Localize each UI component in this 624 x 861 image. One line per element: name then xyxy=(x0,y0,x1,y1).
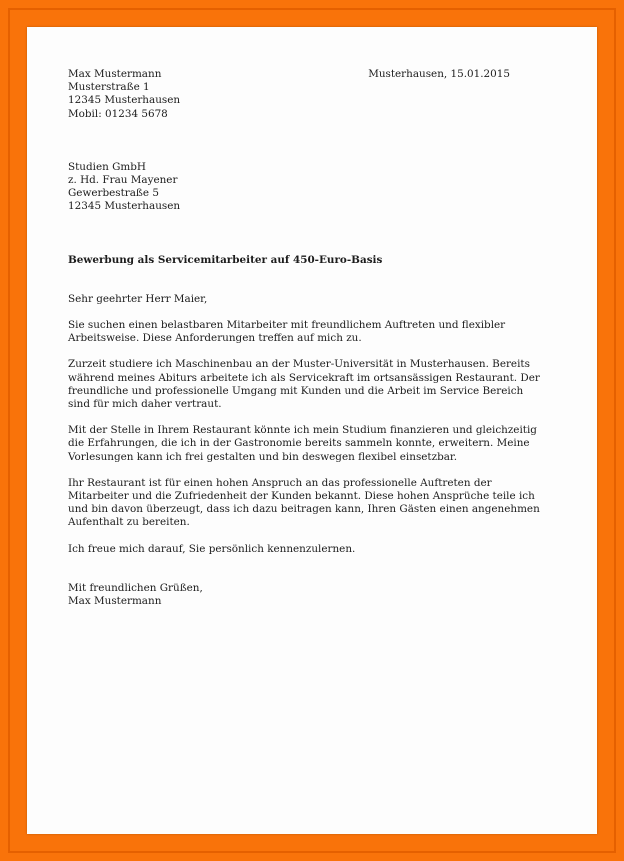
signature-name: Max Mustermann xyxy=(68,595,162,608)
closing-phrase: Mit freundlichen Grüßen, xyxy=(68,581,203,594)
header-row xyxy=(68,68,510,121)
sender-name: Max Mustermann xyxy=(68,68,162,80)
place-date: Musterhausen, 15.01.2015 xyxy=(368,68,510,80)
paragraph-line: Mit der Stelle in Ihrem Restaurant könnte ich mein Studium finanzieren und gleichzeitig xyxy=(68,424,537,437)
body-paragraph-5 xyxy=(68,543,510,556)
paragraph-line: Ihr Restaurant ist für einen hohen Anspruch an das professionelle Auftreten der xyxy=(68,476,492,489)
paragraph-line: Zurzeit studiere ich Maschinenbau an der Muster-Universität in Musterhausen. Bereits xyxy=(68,358,530,371)
body-paragraph-1 xyxy=(68,319,510,345)
paragraph-line: und bin davon überzeugt, dass ich dazu beitragen kann, Ihren Gästen einen angenehmen xyxy=(68,503,540,516)
body-paragraph-2 xyxy=(68,358,540,411)
sender-phone: Mobil: 01234 5678 xyxy=(68,107,168,120)
paragraph-line: Ich freue mich darauf, Sie persönlich kennenzulernen. xyxy=(68,542,356,555)
paragraph-line: während meines Abiturs arbeitete ich als Servicekraft im ortsansässigen Restaurant. Der xyxy=(68,371,540,384)
sender-address xyxy=(68,68,180,121)
paragraph-line: Arbeitsweise. Diese Anforderungen treffen auf mich zu. xyxy=(68,332,362,345)
paragraph-line: Vorlesungen kann ich frei gestalten und bin deswegen flexibel einsetzbar. xyxy=(68,450,458,463)
recipient-company: Studien GmbH xyxy=(68,160,146,173)
paragraph-line: freundliche und professionelle Umgang mit Kunden und die Arbeit im Service Bereich xyxy=(68,384,524,397)
paragraph-line: die Erfahrungen, die ich in der Gastronomie bereits sammeln konnte, erweitern. Meine xyxy=(68,437,530,450)
recipient-street: Gewerbestraße 5 xyxy=(68,187,159,200)
paragraph-line: sind für mich daher vertraut. xyxy=(68,398,222,411)
paragraph-line: Mitarbeiter und die Zufriedenheit der Kunden bekannt. Diese hohen Ansprüche teile ich xyxy=(68,490,535,503)
sender-street: Musterstraße 1 xyxy=(68,81,150,94)
subject-line: Bewerbung als Servicemitarbeiter auf 450-Euro-Basis xyxy=(68,253,383,266)
body-paragraph-3 xyxy=(68,424,537,464)
recipient-city: 12345 Musterhausen xyxy=(68,200,181,213)
paragraph-line: Sie suchen einen belastbaren Mitarbeiter mit freundlichem Auftreten und flexibler xyxy=(68,319,506,332)
body-paragraph-4 xyxy=(68,476,540,530)
recipient-attention: z. Hd. Frau Mayener xyxy=(68,174,178,187)
salutation: Sehr geehrter Herr Maier, xyxy=(68,292,208,305)
sender-city: 12345 Musterhausen xyxy=(68,94,181,107)
letter-content xyxy=(68,68,540,608)
closing-block xyxy=(68,582,510,608)
recipient-address xyxy=(68,161,510,214)
paragraph-line: Aufenthalt zu bereiten. xyxy=(68,516,190,529)
